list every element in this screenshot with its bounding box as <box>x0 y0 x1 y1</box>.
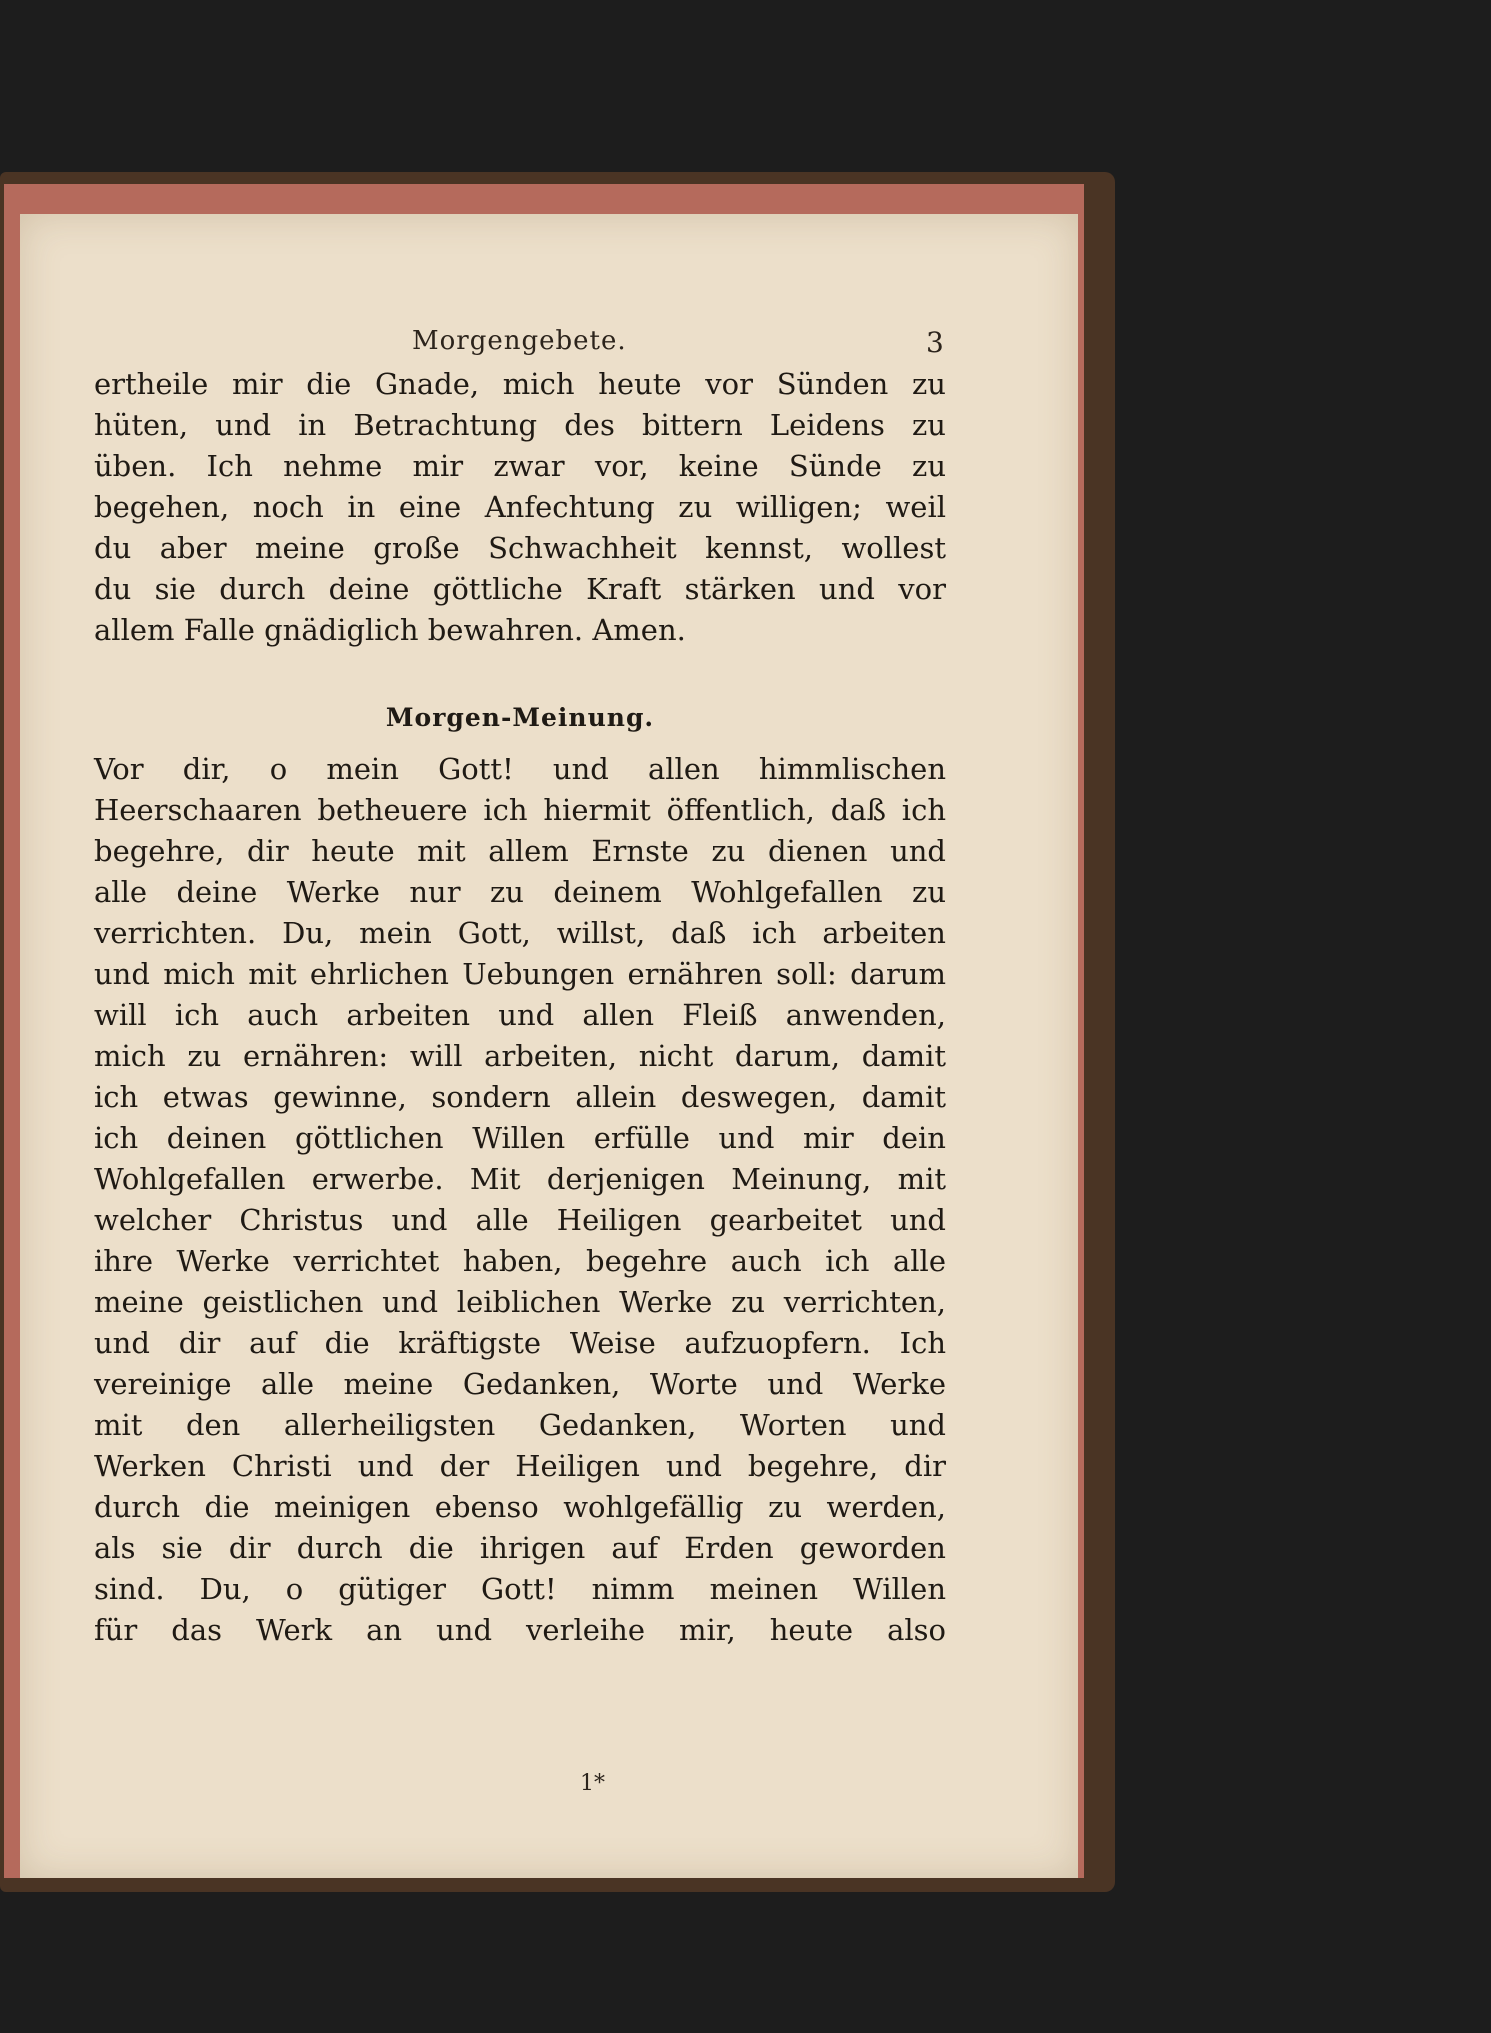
section-heading: Morgen-Meinung. <box>385 703 655 732</box>
text-line: für das Werk an und verleihe mir, heute also <box>94 1613 946 1647</box>
text-line: mich zu ernähren: will arbeiten, nicht darum, damit <box>94 1039 946 1073</box>
book-page <box>20 214 1078 1878</box>
running-title: Morgengebete. <box>412 326 627 356</box>
text-line: Heerschaaren betheuere ich hiermit öffentlich, daß ich <box>94 793 946 827</box>
text-line: du sie durch deine göttliche Kraft stärken und vor <box>94 572 946 606</box>
text-line: ich deinen göttlichen Willen erfülle und mir dein <box>94 1121 946 1155</box>
text-line: und mich mit ehrlichen Uebungen ernähren soll: darum <box>94 957 946 991</box>
text-line: mit den allerheiligsten Gedanken, Worten und <box>94 1408 946 1442</box>
text-line: ihre Werke verrichtet haben, begehre auch ich alle <box>94 1244 946 1278</box>
text-line: Vor dir, o mein Gott! und allen himmlischen <box>94 752 946 786</box>
text-line: begehen, noch in eine Anfechtung zu willigen; weil <box>94 490 946 524</box>
text-line: sind. Du, o gütiger Gott! nimm meinen Willen <box>94 1572 946 1606</box>
text-line: du aber meine große Schwachheit kennst, wollest <box>94 531 946 565</box>
text-line: allem Falle gnädiglich bewahren. Amen. <box>94 613 686 647</box>
text-line: durch die meinigen ebenso wohlgefällig zu werden, <box>94 1490 946 1524</box>
text-line: vereinige alle meine Gedanken, Worte und Werke <box>94 1367 946 1401</box>
running-head <box>20 326 1078 366</box>
text-line: alle deine Werke nur zu deinem Wohlgefallen zu <box>94 875 946 909</box>
paragraph-1 <box>94 364 946 651</box>
page-number: 3 <box>926 326 944 359</box>
text-line: will ich auch arbeiten und allen Fleiß anwenden, <box>94 998 946 1032</box>
body-text <box>94 364 946 1651</box>
text-line: üben. Ich nehme mir zwar vor, keine Sünde zu <box>94 449 946 483</box>
text-line: ich etwas gewinne, sondern allein deswegen, damit <box>94 1080 946 1114</box>
text-line: verrichten. Du, mein Gott, willst, daß ich arbeiten <box>94 916 946 950</box>
paragraph-2 <box>94 749 946 1651</box>
text-line: welcher Christus und alle Heiligen gearbeitet und <box>94 1203 946 1237</box>
text-line: ertheile mir die Gnade, mich heute vor Sünden zu <box>94 367 946 401</box>
text-line: als sie dir durch die ihrigen auf Erden geworden <box>94 1531 946 1565</box>
text-line: und dir auf die kräftigste Weise aufzuopfern. Ich <box>94 1326 946 1360</box>
text-line: hüten, und in Betrachtung des bittern Leidens zu <box>94 408 946 442</box>
signature-mark: 1* <box>580 1771 605 1796</box>
text-line: Werken Christi und der Heiligen und begehre, dir <box>94 1449 946 1483</box>
text-line: begehre, dir heute mit allem Ernste zu dienen und <box>94 834 946 868</box>
text-line: Wohlgefallen erwerbe. Mit derjenigen Meinung, mit <box>94 1162 946 1196</box>
text-line: meine geistlichen und leiblichen Werke zu verrichten, <box>94 1285 946 1319</box>
